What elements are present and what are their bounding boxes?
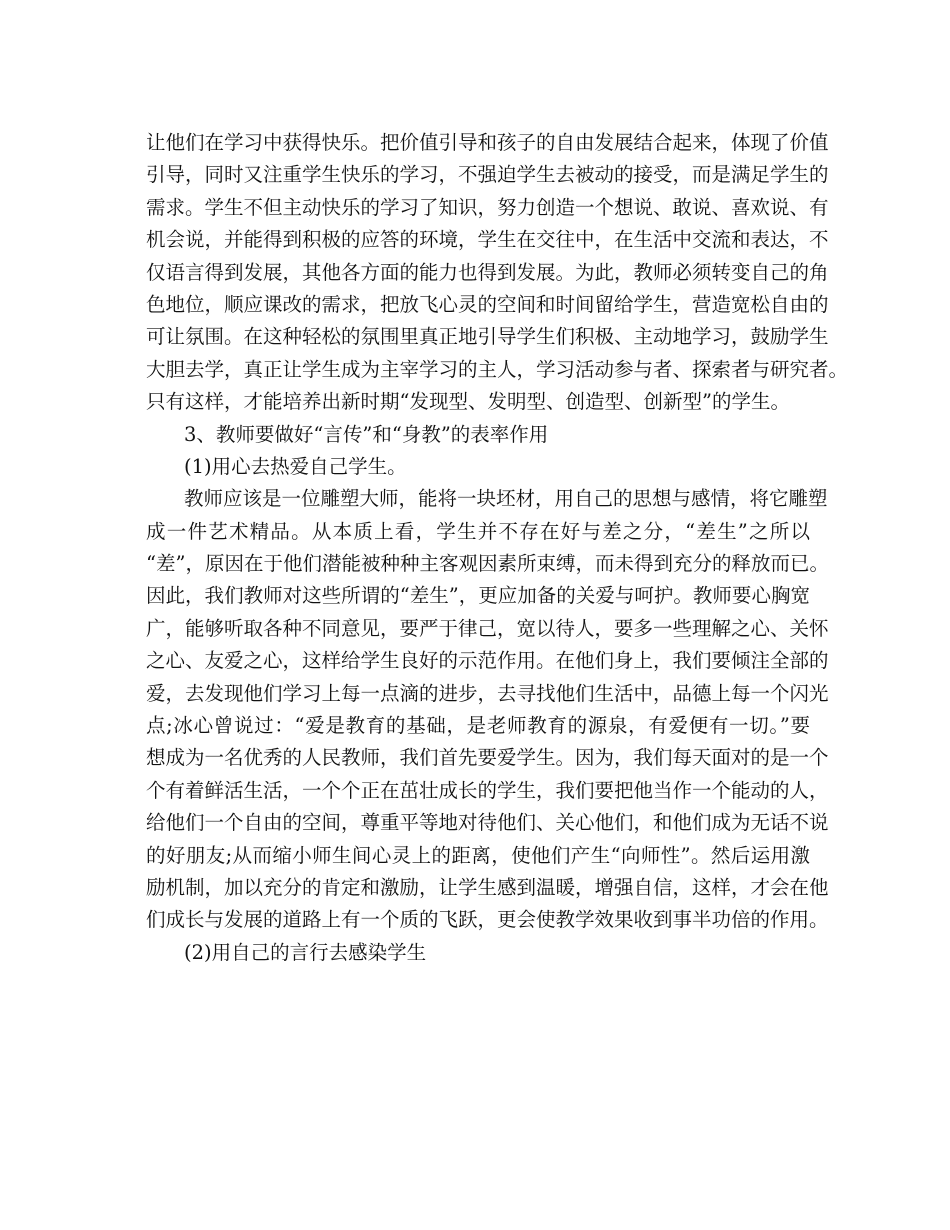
section-heading: 3、教师要做好“言传”和“身教”的表率作用 — [184, 422, 549, 446]
document-body — [146, 127, 849, 969]
subsection-heading: (1)用心去热爱自己学生。 — [184, 454, 407, 478]
text-line: 个有着鲜活生活，一个个正在茁壮成长的学生，我们要把他当作一个能动的人， — [146, 778, 829, 802]
text-line: 成一件艺术精品。从本质上看，学生并不存在好与差之分，“差生”之所以 — [146, 519, 810, 543]
text-line: 色地位，顺应课改的需求，把放飞心灵的空间和时间留给学生，营造宽松自由的 — [146, 292, 829, 316]
text-line: 想成为一名优秀的人民教师，我们首先要爱学生。因为，我们每天面对的是一个 — [146, 746, 829, 770]
text-line: “差”，原因在于他们潜能被种种主客观因素所束缚，而未得到充分的释放而已。 — [146, 552, 829, 576]
text-line: 机会说，并能得到积极的应答的环境，学生在交往中，在生活中交流和表达，不 — [146, 228, 829, 252]
text-line: 点;冰心曾说过：“爱是教育的基础，是老师教育的源泉，有爱便有一切。”要 — [146, 714, 810, 738]
text-line: 只有这样，才能培养出新时期“发现型、发明型、创造型、创新型”的学生。 — [146, 390, 790, 414]
text-line: 可让氛围。在这种轻松的氛围里真正地引导学生们积极、主动地学习，鼓励学生 — [146, 325, 829, 349]
text-line: 励机制，加以充分的肯定和激励，让学生感到温暖，增强自信，这样，才会在他 — [146, 875, 829, 899]
text-line: 之心、友爱之心，这样给学生良好的示范作用。在他们身上，我们要倾注全部的 — [146, 649, 829, 673]
text-line: 仅语言得到发展，其他各方面的能力也得到发展。为此，教师必须转变自己的角 — [146, 260, 829, 284]
text-line: 需求。学生不但主动快乐的学习了知识，努力创造一个想说、敢说、喜欢说、有 — [146, 195, 829, 219]
paragraph-first-line: 教师应该是一位雕塑大师，能将一块坯材，用自己的思想与感情，将它雕塑 — [184, 487, 828, 511]
text-line: 给他们一个自由的空间，尊重平等地对待他们、关心他们，和他们成为无话不说 — [146, 811, 829, 835]
text-line: 因此，我们教师对这些所谓的“差生”，更应加备的关爱与呵护。教师要心胸宽 — [146, 584, 810, 608]
text-line: 广，能够听取各种不同意见，要严于律己，宽以待人，要多一些理解之心、关怀 — [146, 616, 829, 640]
text-line: 的好朋友;从而缩小师生间心灵上的距离，使他们产生“向师性”。然后运用激 — [146, 843, 810, 867]
text-line: 爱，去发现他们学习上每一点滴的进步，去寻找他们生活中，品德上每一个闪光 — [146, 681, 829, 705]
text-line: 引导，同时又注重学生快乐的学习，不强迫学生去被动的接受，而是满足学生的 — [146, 163, 829, 187]
text-line: 大胆去学，真正让学生成为主宰学习的主人，学习活动参与者、探索者与研究者。 — [146, 357, 849, 381]
text-line: 让他们在学习中获得快乐。把价值引导和孩子的自由发展结合起来，体现了价值 — [146, 131, 829, 154]
text-line: 们成长与发展的道路上有一个质的飞跃，更会使教学效果收到事半功倍的作用。 — [146, 908, 829, 932]
subsection-heading: (2)用自己的言行去感染学生 — [184, 940, 427, 964]
